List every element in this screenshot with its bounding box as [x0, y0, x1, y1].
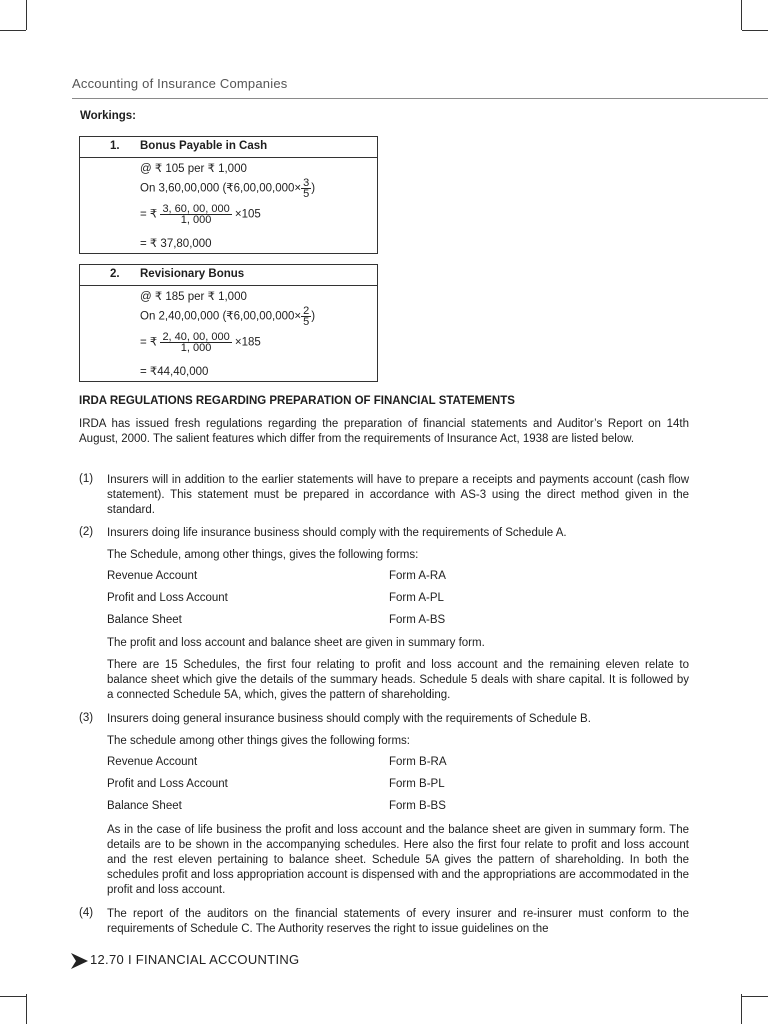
form-code: Form B-RA [389, 756, 447, 768]
crop-mark [0, 30, 26, 31]
chevron-right-icon [70, 951, 90, 971]
section-title: IRDA REGULATIONS REGARDING PREPARATION OF FINANCIAL STATEMENTS [79, 395, 515, 407]
form-label: Balance Sheet [107, 614, 182, 626]
fraction: $\frac{3, 60, 00, 000}{1, 000}$ [162, 203, 230, 226]
workings-label: Workings: [80, 110, 137, 122]
form-label: Profit and Loss Account [107, 778, 228, 790]
working-title: Revisionary Bonus [140, 268, 245, 280]
fraction: $\frac{2, 40, 00, 000}{1, 000}$ [162, 331, 230, 354]
item-subtext: The Schedule, among other things, gives the following forms: [107, 549, 419, 561]
rate-line: @ ₹ 185 per ₹ 1,000 [140, 291, 247, 303]
form-label: Balance Sheet [107, 800, 182, 812]
fraction: $\frac{2}{5}$ [303, 305, 310, 328]
item-text: Insurers doing life insurance business should comply with the requirements of Schedule A. [107, 527, 567, 539]
rate-line: @ ₹ 105 per ₹ 1,000 [140, 163, 247, 175]
on-line: On 3,60,00,000 (₹6,00,00,000× $\frac{3}{5}$ ) [140, 177, 316, 200]
page-footer: 12.70 I FINANCIAL ACCOUNTING [90, 952, 300, 967]
fraction: $\frac{3}{5}$ [303, 177, 310, 200]
running-header: Accounting of Insurance Companies [72, 76, 288, 91]
item-text: Insurers doing general insurance business should comply with the requirements of Schedule B. [107, 713, 591, 725]
crop-mark [0, 996, 26, 997]
working-box-1 [79, 136, 378, 254]
result-line: = ₹ 37,80,000 [140, 238, 212, 250]
working-title: Bonus Payable in Cash [140, 140, 268, 152]
form-code: Form A-PL [389, 592, 444, 604]
item-paragraph: There are 15 Schedules, the first four relating to profit and loss account and the remaining eleven relate to balance sheet which give the details of the summary heads. Schedule 5 deals with share capital. It is followed by a connected Schedule 5A, which, gives the pattern of shareholding. [107, 659, 689, 701]
working-box-header [80, 137, 377, 158]
item-paragraph: As in the case of life business the profit and loss account and the balance sheet are given in summary form. The details are to be shown in the accompanying schedules. Here also the first four relate to profit and loss account and the rest eleven pertaining to balance sheet. Schedule 5A gives the pattern of shareholding. In both the schedules profit and loss appropriation account is dispensed with and the appropriations are accommodated in the profit and loss account. [107, 824, 689, 896]
item-number: (1) [79, 473, 94, 485]
form-code: Form A-BS [389, 614, 446, 626]
form-label: Revenue Account [107, 756, 198, 768]
item-number: (2) [79, 526, 94, 538]
item-paragraph: The profit and loss account and balance sheet are given in summary form. [107, 637, 485, 649]
working-number: 2. [110, 268, 120, 280]
item-number: (4) [79, 907, 94, 919]
working-number: 1. [110, 140, 120, 152]
crop-mark [741, 0, 742, 30]
calc-line: = ₹ $\frac{3, 60, 00, 000}{1, 000}$ ×105 [140, 203, 261, 226]
crop-mark [741, 994, 742, 1024]
result-line: = ₹44,40,000 [140, 366, 209, 378]
item-number: (3) [79, 712, 94, 724]
crop-mark [26, 994, 27, 1024]
intro-paragraph: IRDA has issued fresh regulations regarding the preparation of financial statements and Auditor’s Report on 14th August, 2000. The salient features which differ from the requirements of Insurance Act, 1938 are listed below. [79, 418, 689, 445]
form-label: Revenue Account [107, 570, 198, 582]
form-label: Profit and Loss Account [107, 592, 228, 604]
crop-mark [26, 0, 27, 30]
form-code: Form A-RA [389, 570, 446, 582]
item-text: The report of the auditors on the financial statements of every insurer and re-insurer must conform to the requirements of Schedule C. The Authority reserves the right to issue guidelines on the [107, 908, 689, 935]
form-code: Form B-BS [389, 800, 446, 812]
form-code: Form B-PL [389, 778, 445, 790]
working-box-header [80, 265, 377, 286]
crop-mark [742, 30, 768, 31]
calc-line: = ₹ $\frac{2, 40, 00, 000}{1, 000}$ ×185 [140, 331, 261, 354]
item-text: Insurers will in addition to the earlier statements will have to prepare a receipts and payments account (cash flow statement). This statement must be prepared in accordance with AS-3 using the direct method given in the standard. [107, 474, 689, 516]
item-subtext: The schedule among other things gives the following forms: [107, 735, 410, 747]
header-rule [72, 98, 768, 99]
working-box-2 [79, 264, 378, 382]
crop-mark [742, 996, 768, 997]
on-line: On 2,40,00,000 (₹6,00,00,000× $\frac{2}{5}$ ) [140, 305, 316, 328]
